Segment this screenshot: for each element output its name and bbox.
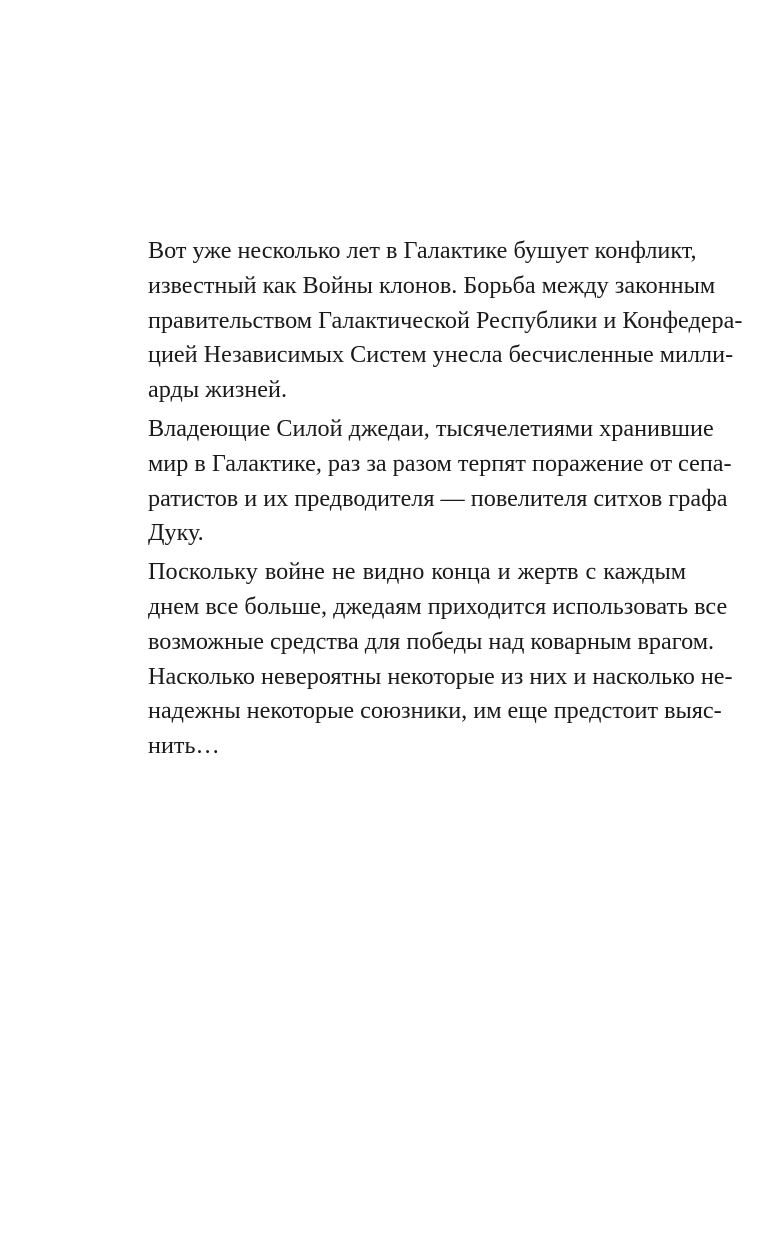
paragraph-1 (108, 234, 743, 408)
text-line: Поскольку войне не видно конца и жертв с каждым (148, 558, 686, 586)
text-line: нить… (148, 732, 220, 760)
text-line: надежны некоторые союзники, им еще предстоит выяс- (148, 697, 722, 725)
text-line: ратистов и их предводителя — повелителя ситхов графа (148, 484, 728, 512)
text-line: Насколько невероятны некоторые из них и насколько не- (148, 662, 733, 690)
text-line: днем все больше, джедаям приходится использовать все (148, 592, 728, 620)
text-line: Владеющие Силой джедаи, тысячелетиями хранившие (148, 414, 714, 442)
text-line: цией Независимых Систем унесла бесчисленные милли- (148, 341, 734, 369)
text-line: Дуку. (148, 519, 204, 547)
text-line: известный как Войны клонов. Борьба между законным (148, 271, 716, 299)
text-line: возможные средства для победы над коварным врагом. (148, 627, 715, 655)
intro-text (108, 234, 743, 768)
paragraph-2 (108, 412, 732, 551)
paragraph-3 (108, 555, 733, 764)
text-line: арды жизней. (148, 376, 287, 404)
text-line: Вот уже несколько лет в Галактике бушует конфликт, (148, 237, 697, 264)
text-line: правительством Галактической Республики и Конфедера- (148, 306, 743, 334)
text-line: мир в Галактике, раз за разом терпят поражение от сепа- (148, 449, 732, 477)
